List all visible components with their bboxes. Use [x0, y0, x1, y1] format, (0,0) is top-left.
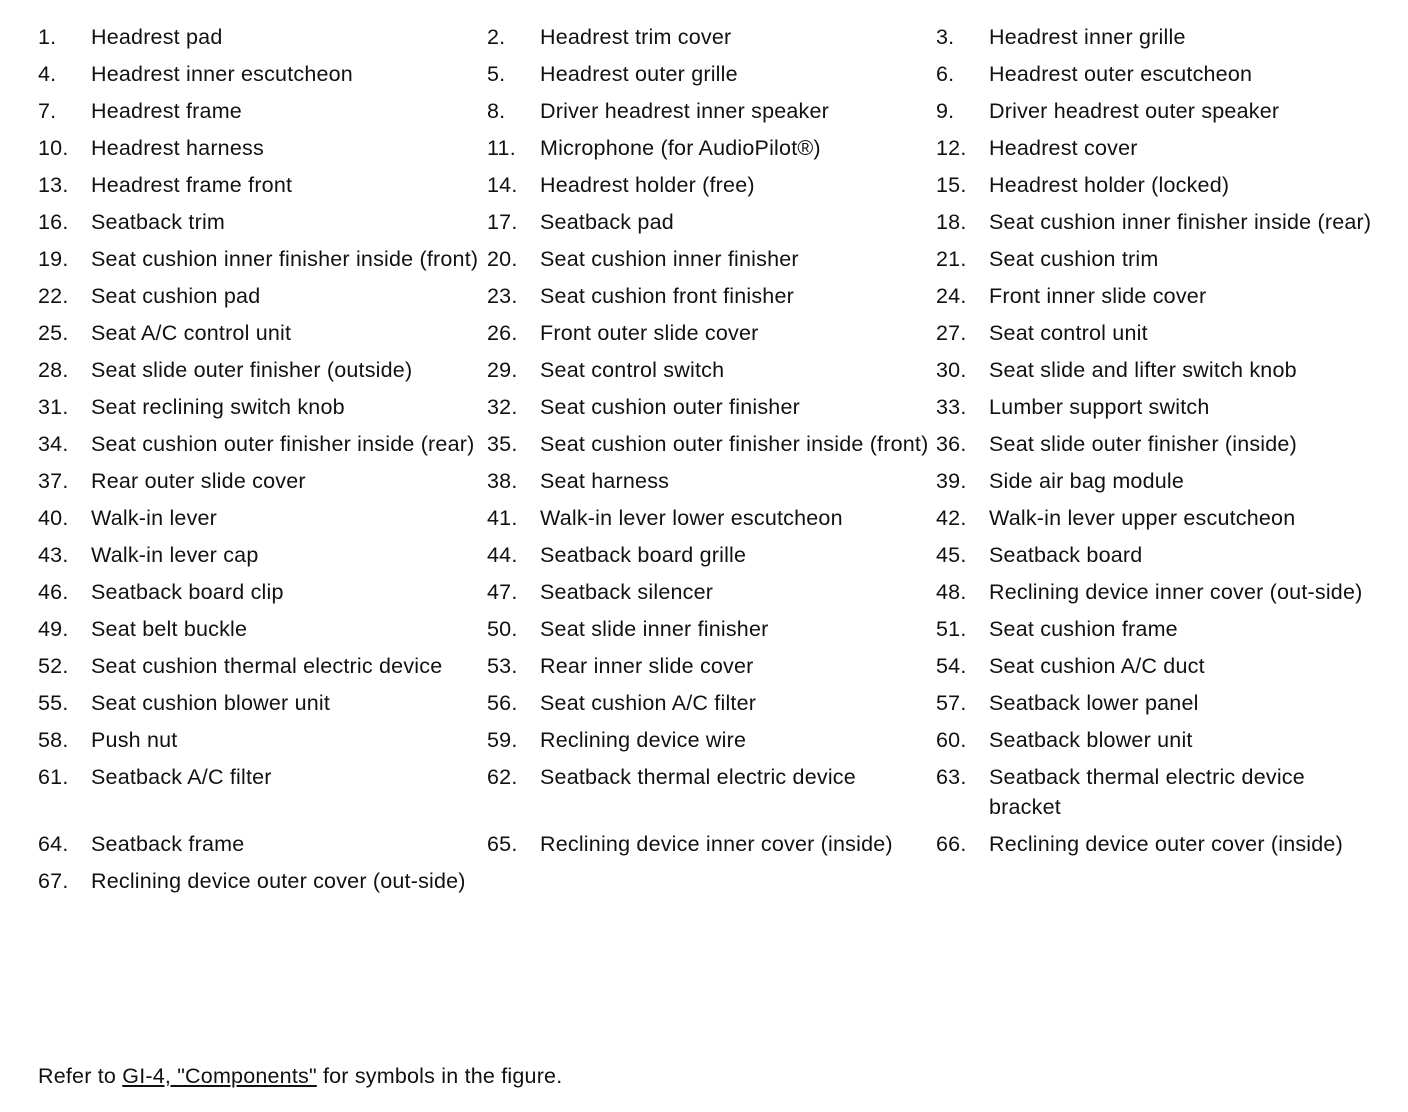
- part-name: Seatback board: [989, 543, 1143, 567]
- part-number: 15.: [936, 173, 967, 197]
- empty-cell: [487, 864, 936, 871]
- part-name: Seatback board grille: [540, 543, 747, 567]
- part-item: [936, 242, 1378, 279]
- parts-row: [38, 279, 1378, 316]
- part-name: Seat cushion inner finisher inside (front): [91, 247, 479, 271]
- part-item: [936, 390, 1378, 427]
- part-number: 39.: [936, 469, 967, 493]
- footer-note: [38, 1061, 562, 1091]
- part-item: [487, 427, 936, 464]
- part-item: [936, 316, 1378, 353]
- part-item: [487, 168, 936, 205]
- parts-legend-list: [38, 20, 1378, 901]
- part-number: 66.: [936, 832, 967, 856]
- part-name: Seatback lower panel: [989, 691, 1199, 715]
- part-name: Walk-in lever lower escutcheon: [540, 506, 843, 530]
- part-number: 38.: [487, 469, 518, 493]
- part-item: [487, 827, 936, 864]
- part-name: Rear inner slide cover: [540, 654, 754, 678]
- part-number: 22.: [38, 284, 69, 308]
- part-name: Seatback blower unit: [989, 728, 1193, 752]
- part-item: [38, 131, 487, 168]
- parts-row: [38, 723, 1378, 760]
- part-number: 13.: [38, 173, 69, 197]
- part-item: [38, 279, 487, 316]
- part-number: 5.: [487, 62, 506, 86]
- part-number: 44.: [487, 543, 518, 567]
- part-name: Headrest pad: [91, 25, 223, 49]
- part-number: 57.: [936, 691, 967, 715]
- part-name: Seat cushion front finisher: [540, 284, 794, 308]
- part-name: Seat slide outer finisher (inside): [989, 432, 1297, 456]
- part-number: 45.: [936, 543, 967, 567]
- part-item: [936, 723, 1378, 760]
- part-number: 1.: [38, 25, 57, 49]
- part-item: [936, 131, 1378, 168]
- part-number: 9.: [936, 99, 955, 123]
- parts-row: [38, 205, 1378, 242]
- footer-prefix: Refer to: [38, 1064, 123, 1088]
- parts-row: [38, 94, 1378, 131]
- part-number: 51.: [936, 617, 967, 641]
- part-name: Seat belt buckle: [91, 617, 248, 641]
- part-number: 4.: [38, 62, 57, 86]
- part-item: [936, 353, 1378, 390]
- part-name: Seatback board clip: [91, 580, 284, 604]
- part-item: [936, 827, 1378, 864]
- part-number: 46.: [38, 580, 69, 604]
- parts-row: [38, 242, 1378, 279]
- part-item: [38, 864, 487, 901]
- part-number: 29.: [487, 358, 518, 382]
- part-name: Headrest trim cover: [540, 25, 732, 49]
- part-item: [936, 57, 1378, 94]
- parts-row: [38, 649, 1378, 686]
- part-number: 17.: [487, 210, 518, 234]
- parts-row: [38, 827, 1378, 864]
- part-item: [38, 501, 487, 538]
- part-number: 67.: [38, 869, 69, 893]
- part-item: [38, 353, 487, 390]
- part-item: [38, 612, 487, 649]
- part-item: [38, 427, 487, 464]
- part-number: 14.: [487, 173, 518, 197]
- part-name: Seat reclining switch knob: [91, 395, 345, 419]
- part-name: Headrest holder (locked): [989, 173, 1230, 197]
- part-item: [487, 316, 936, 353]
- part-name: Walk-in lever cap: [91, 543, 259, 567]
- part-number: 25.: [38, 321, 69, 345]
- part-name: Seat cushion thermal electric device: [91, 654, 443, 678]
- part-item: [487, 57, 936, 94]
- part-item: [936, 168, 1378, 205]
- part-item: [487, 390, 936, 427]
- part-number: 27.: [936, 321, 967, 345]
- part-number: 31.: [38, 395, 69, 419]
- part-name: Front inner slide cover: [989, 284, 1207, 308]
- part-item: [38, 649, 487, 686]
- part-item: [936, 686, 1378, 723]
- part-name: Seat cushion trim: [989, 247, 1159, 271]
- parts-row: [38, 686, 1378, 723]
- part-item: [38, 760, 487, 797]
- part-name: Headrest harness: [91, 136, 264, 160]
- part-item: [936, 538, 1378, 575]
- part-number: 28.: [38, 358, 69, 382]
- part-number: 48.: [936, 580, 967, 604]
- part-item: [936, 575, 1378, 612]
- parts-row: [38, 464, 1378, 501]
- part-number: 24.: [936, 284, 967, 308]
- part-item: [487, 501, 936, 538]
- part-number: 35.: [487, 432, 518, 456]
- part-name: Seatback A/C filter: [91, 765, 272, 789]
- part-item: [38, 168, 487, 205]
- part-number: 55.: [38, 691, 69, 715]
- parts-row: [38, 501, 1378, 538]
- part-name: Seat cushion inner finisher: [540, 247, 799, 271]
- part-name: Seat cushion outer finisher inside (front): [540, 432, 929, 456]
- part-number: 37.: [38, 469, 69, 493]
- part-item: [38, 316, 487, 353]
- part-item: [487, 131, 936, 168]
- parts-row: [38, 168, 1378, 205]
- part-item: [38, 686, 487, 723]
- part-name: Seat slide outer finisher (outside): [91, 358, 413, 382]
- part-number: 65.: [487, 832, 518, 856]
- parts-row: [38, 538, 1378, 575]
- part-name: Headrest outer grille: [540, 62, 738, 86]
- part-number: 61.: [38, 765, 69, 789]
- part-name: Driver headrest inner speaker: [540, 99, 830, 123]
- part-number: 58.: [38, 728, 69, 752]
- part-name: Seatback frame: [91, 832, 245, 856]
- part-item: [936, 760, 1378, 827]
- part-item: [487, 94, 936, 131]
- part-name: Rear outer slide cover: [91, 469, 306, 493]
- part-number: 3.: [936, 25, 955, 49]
- part-item: [38, 390, 487, 427]
- part-name: Seat slide and lifter switch knob: [989, 358, 1297, 382]
- part-name: Seat cushion inner finisher inside (rear): [989, 210, 1372, 234]
- part-number: 52.: [38, 654, 69, 678]
- part-name: Headrest cover: [989, 136, 1138, 160]
- parts-row: [38, 57, 1378, 94]
- part-number: 34.: [38, 432, 69, 456]
- part-name: Seat cushion frame: [989, 617, 1178, 641]
- part-item: [38, 723, 487, 760]
- part-name: Headrest outer escutcheon: [989, 62, 1253, 86]
- part-name: Lumber support switch: [989, 395, 1210, 419]
- part-name: Reclining device inner cover (out-side): [989, 580, 1363, 604]
- part-name: Walk-in lever: [91, 506, 218, 530]
- part-name: Seatback pad: [540, 210, 674, 234]
- part-name: Front outer slide cover: [540, 321, 759, 345]
- part-item: [936, 612, 1378, 649]
- part-item: [487, 723, 936, 760]
- part-number: 49.: [38, 617, 69, 641]
- parts-row: [38, 575, 1378, 612]
- part-name: Seat cushion blower unit: [91, 691, 331, 715]
- part-item: [487, 205, 936, 242]
- part-name: Seat cushion A/C filter: [540, 691, 757, 715]
- part-name: Seat control unit: [989, 321, 1148, 345]
- parts-row: [38, 353, 1378, 390]
- components-reference-link[interactable]: GI-4, "Components": [122, 1064, 317, 1088]
- part-number: 16.: [38, 210, 69, 234]
- part-number: 62.: [487, 765, 518, 789]
- part-item: [38, 575, 487, 612]
- parts-row: [38, 390, 1378, 427]
- part-item: [487, 649, 936, 686]
- part-item: [936, 20, 1378, 57]
- part-number: 60.: [936, 728, 967, 752]
- part-number: 6.: [936, 62, 955, 86]
- part-name: Seat harness: [540, 469, 670, 493]
- parts-row: [38, 760, 1378, 827]
- part-number: 41.: [487, 506, 518, 530]
- part-name: Headrest frame front: [91, 173, 293, 197]
- part-number: 23.: [487, 284, 518, 308]
- part-name: Seatback thermal electric device: [540, 765, 856, 789]
- part-item: [38, 538, 487, 575]
- part-item: [936, 205, 1378, 242]
- part-name: Seat slide inner finisher: [540, 617, 769, 641]
- part-number: 20.: [487, 247, 518, 271]
- part-name: Reclining device outer cover (inside): [989, 832, 1343, 856]
- part-number: 26.: [487, 321, 518, 345]
- empty-cell: [936, 864, 1378, 871]
- part-name: Seatback silencer: [540, 580, 714, 604]
- part-item: [38, 827, 487, 864]
- part-number: 53.: [487, 654, 518, 678]
- part-number: 59.: [487, 728, 518, 752]
- part-name: Seatback trim: [91, 210, 226, 234]
- part-name: Walk-in lever upper escutcheon: [989, 506, 1296, 530]
- footer-suffix: for symbols in the figure.: [316, 1064, 563, 1088]
- part-item: [487, 612, 936, 649]
- part-number: 63.: [936, 765, 967, 789]
- part-name: Headrest frame: [91, 99, 242, 123]
- parts-row: [38, 612, 1378, 649]
- part-number: 33.: [936, 395, 967, 419]
- part-name: Seat control switch: [540, 358, 725, 382]
- part-number: 30.: [936, 358, 967, 382]
- part-item: [936, 279, 1378, 316]
- part-item: [38, 242, 487, 279]
- part-number: 8.: [487, 99, 506, 123]
- part-item: [38, 94, 487, 131]
- part-name: Reclining device wire: [540, 728, 747, 752]
- part-item: [38, 20, 487, 57]
- part-name: Microphone (for AudioPilot®): [540, 136, 821, 160]
- part-number: 11.: [487, 136, 516, 160]
- part-number: 2.: [487, 25, 506, 49]
- part-item: [487, 760, 936, 797]
- part-name: Seat cushion pad: [91, 284, 261, 308]
- part-number: 47.: [487, 580, 518, 604]
- part-number: 10.: [38, 136, 69, 160]
- part-item: [487, 279, 936, 316]
- part-item: [38, 205, 487, 242]
- part-number: 64.: [38, 832, 69, 856]
- parts-row: [38, 131, 1378, 168]
- part-item: [487, 686, 936, 723]
- part-number: 43.: [38, 543, 69, 567]
- part-number: 32.: [487, 395, 518, 419]
- part-name: Driver headrest outer speaker: [989, 99, 1280, 123]
- part-number: 56.: [487, 691, 518, 715]
- part-name: Headrest holder (free): [540, 173, 755, 197]
- part-number: 19.: [38, 247, 69, 271]
- part-name: Seat cushion outer finisher inside (rear): [91, 432, 475, 456]
- part-name: Seat cushion A/C duct: [989, 654, 1205, 678]
- part-item: [936, 464, 1378, 501]
- part-item: [936, 427, 1378, 464]
- part-name: Seat A/C control unit: [91, 321, 292, 345]
- part-item: [38, 57, 487, 94]
- part-name: Reclining device inner cover (inside): [540, 832, 893, 856]
- part-name: Reclining device outer cover (out-side): [91, 869, 466, 893]
- part-item: [936, 501, 1378, 538]
- part-item: [936, 649, 1378, 686]
- part-item: [487, 538, 936, 575]
- part-name: Headrest inner grille: [989, 25, 1186, 49]
- part-number: 18.: [936, 210, 967, 234]
- part-item: [487, 575, 936, 612]
- parts-row: [38, 20, 1378, 57]
- part-name: Side air bag module: [989, 469, 1185, 493]
- part-number: 7.: [38, 99, 57, 123]
- parts-row: [38, 864, 1378, 901]
- part-number: 42.: [936, 506, 967, 530]
- part-name: Headrest inner escutcheon: [91, 62, 353, 86]
- part-number: 50.: [487, 617, 518, 641]
- part-item: [38, 464, 487, 501]
- parts-row: [38, 427, 1378, 464]
- part-item: [487, 242, 936, 279]
- part-number: 54.: [936, 654, 967, 678]
- part-number: 21.: [936, 247, 967, 271]
- part-number: 12.: [936, 136, 967, 160]
- part-number: 36.: [936, 432, 967, 456]
- parts-row: [38, 316, 1378, 353]
- part-name: Push nut: [91, 728, 178, 752]
- part-item: [487, 464, 936, 501]
- part-number: 40.: [38, 506, 69, 530]
- part-item: [487, 353, 936, 390]
- part-name: Seatback thermal electric device bracket: [989, 765, 1305, 819]
- part-item: [487, 20, 936, 57]
- part-name: Seat cushion outer finisher: [540, 395, 800, 419]
- part-item: [936, 94, 1378, 131]
